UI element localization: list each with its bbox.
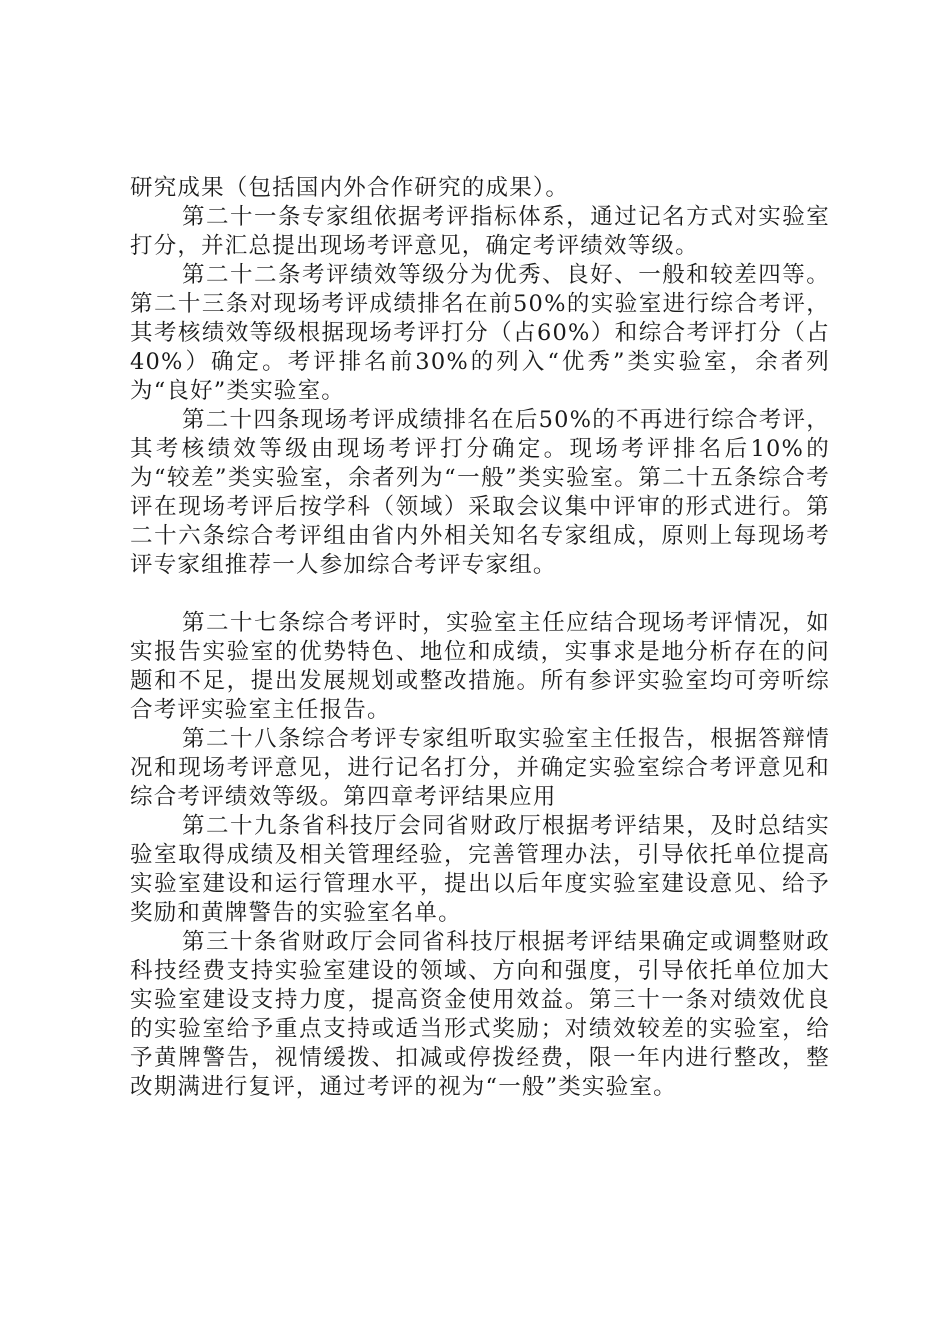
paragraph-article-24: 第二十四条现场考评成绩排名在后50%的不再进行综合考评，其考核绩效等级由现场考评打分确定。现场考评排名后10%的为“较差”类实验室，余者列为“一般”类实验室。第二十五条综合考评在现场考评后按学科（领域）采取会议集中评审的形式进行。第二十六条综合考评组由省内外相关知名专家组成，原则上每现场考评专家组推荐一人参加综合考评专家组。 bbox=[130, 407, 830, 578]
paragraph-article-28: 第二十八条综合考评专家组听取实验室主任报告，根据答辩情况和现场考评意见，进行记名打分，并确定实验室综合考评意见和综合考评绩效等级。第四章考评结果应用 bbox=[130, 726, 830, 810]
paragraph-article-27: 第二十七条综合考评时，实验室主任应结合现场考评情况，如实报告实验室的优势特色、地位和成绩，实事求是地分析存在的问题和不足，提出发展规划或整改措施。所有参评实验室均可旁听综合考评实验室主任报告。 bbox=[130, 610, 830, 723]
paragraph-spacer bbox=[130, 580, 830, 609]
paragraph-article-30: 第三十条省财政厅会同省科技厅根据考评结果确定或调整财政科技经费支持实验室建设的领域、方向和强度，引导依托单位加大实验室建设支持力度，提高资金使用效益。第三十一条对绩效优良的实验室给予重点支持或适当形式奖励；对绩效较差的实验室，给予黄牌警告，视情缓拨、扣减或停拨经费，限一年内进行整改，整改期满进行复评，通过考评的视为“一般”类实验室。 bbox=[130, 929, 830, 1100]
paragraph-article-22: 第二十二条考评绩效等级分为优秀、良好、一般和较差四等。第二十三条对现场考评成绩排名在前50%的实验室进行综合考评，其考核绩效等级根据现场考评打分（占60%）和综合考评打分（占40%）确定。考评排名前30%的列入“优秀”类实验室，余者列为“良好”类实验室。 bbox=[130, 262, 830, 404]
document-body bbox=[130, 174, 830, 1102]
paragraph-article-21: 第二十一条专家组依据考评指标体系，通过记名方式对实验室打分，并汇总提出现场考评意见，确定考评绩效等级。 bbox=[130, 204, 830, 259]
paragraph-continuation: 研究成果（包括国内外合作研究的成果）。 bbox=[130, 175, 570, 201]
paragraph-article-29: 第二十九条省科技厅会同省财政厅根据考评结果，及时总结实验室取得成绩及相关管理经验，完善管理办法，引导依托单位提高实验室建设和运行管理水平，提出以后年度实验室建设意见、给予奖励和黄牌警告的实验室名单。 bbox=[130, 813, 830, 926]
